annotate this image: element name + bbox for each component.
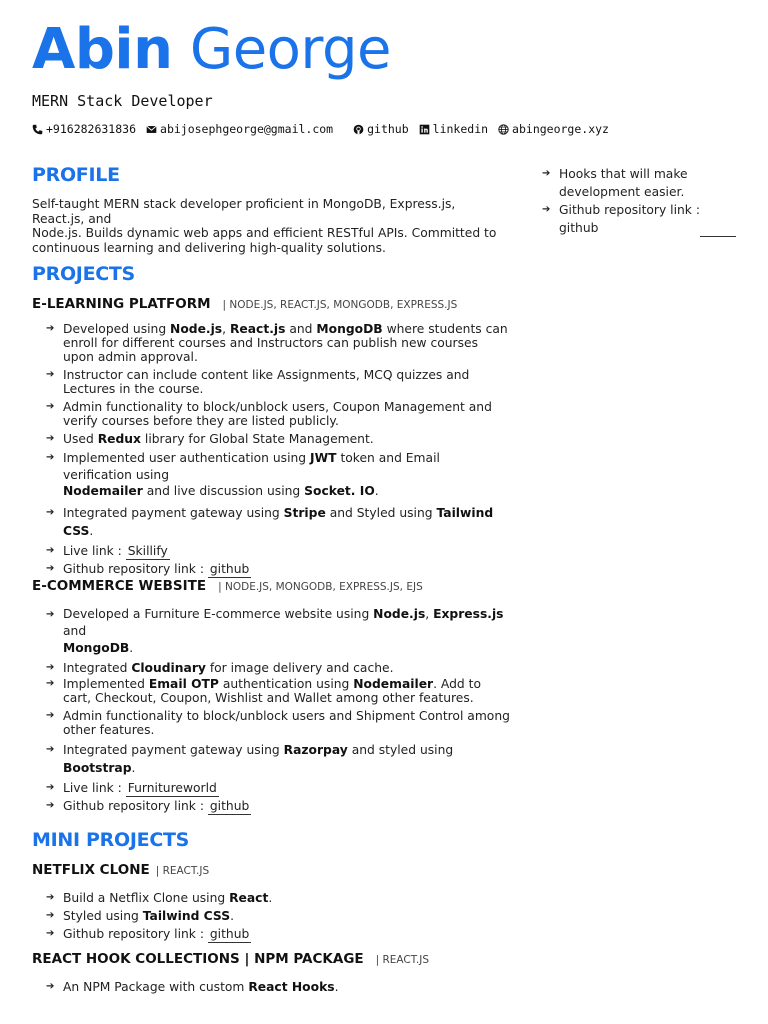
list-item: ➔ Build a Netflix Clone using React. [46,891,512,905]
github-repo-link[interactable]: github [559,221,599,235]
project-title-elearning [32,296,457,312]
mini-projects-heading: MINI PROJECTS [32,829,190,851]
contact-website[interactable] [498,122,609,136]
divider [700,236,736,237]
list-item: ➔ Styled using Tailwind CSS. [46,909,512,923]
contact-github[interactable] [353,122,409,136]
job-role: MERN Stack Developer [32,92,213,110]
project-title-ecommerce [32,578,423,594]
candidate-name [32,14,391,86]
project-title-hooks [32,951,429,967]
github-link: github [367,122,409,136]
list-item: ➔ Integrated Cloudinary for image delivery and cache. [46,661,512,675]
contact-bar [32,122,619,136]
github-repo-link[interactable]: github [209,561,250,576]
list-item: ➔ Live link : Furnitureworld [46,781,512,795]
list-item: ➔ Instructor can include content like Assignments, MCQ quizzes and Lectures in the course. [46,368,512,396]
list-item: ➔ Implemented Email OTP authentication using Nodemailer. Add to cart, Checkout, Coupon, Wishlist and Wallet among other features. [46,677,512,705]
email-address: abijosephgeorge@gmail.com [160,122,334,136]
hooks-bullets [46,980,512,998]
list-item: ➔ Admin functionality to block/unblock users and Shipment Control among other features. [46,709,512,737]
list-item: ➔ Integrated payment gateway using Stripe and Styled using Tailwind CSS. [46,504,512,540]
list-item: ➔ An NPM Package with custom React Hooks. [46,980,512,994]
profile-summary [32,197,512,255]
envelope-icon [146,124,157,135]
list-item: ➔ Github repository link : github [46,562,512,576]
netflix-bullets [46,891,512,945]
list-item: ➔ Github repository link : github [542,201,742,237]
globe-icon [498,124,509,135]
profile-line: React.js, and [32,211,112,226]
list-item: ➔ Developed using Node.js, React.js and MongoDB where students can enroll for different courses and Instructors can publish new courses upon admin approval. [46,322,512,364]
profile-line: Self-taught MERN stack developer proficient in MongoDB, Express.js, [32,197,456,211]
last-name: George [189,17,391,82]
project-tech: | NODE.JS, REACT.JS, MONGODB, EXPRESS.JS [222,299,458,311]
hooks-bullets-continued [542,165,742,237]
list-item: ➔ Developed a Furniture E-commerce website using Node.js, Express.js and MongoDB. [46,606,512,657]
project-tech: | REACT.JS [375,954,430,966]
github-icon [353,124,364,135]
project-name: E-COMMERCE WEBSITE [32,578,207,594]
project-name: REACT HOOK COLLECTIONS | NPM PACKAGE [32,951,364,967]
first-name: Abin [32,17,173,82]
list-item: ➔ Used Redux library for Global State Management. [46,432,512,446]
contact-linkedin[interactable] [419,122,488,136]
list-item: ➔ Implemented user authentication using JWT token and Email verification using Nodemailer and live discussion using Socket. IO. [46,450,512,500]
live-link[interactable]: Skillify [127,543,168,558]
contact-email[interactable] [146,122,333,136]
website-link: abingeorge.xyz [512,122,609,136]
github-repo-link[interactable]: github [209,799,250,813]
project-name: E-LEARNING PLATFORM [32,296,211,312]
list-item: ➔ Live link : Skillify [46,544,512,558]
ecommerce-bullets [46,606,512,817]
project-tech: | NODE.JS, MONGODB, EXPRESS.JS, EJS [218,581,423,593]
list-item: ➔ Hooks that will make development easier. [542,165,742,201]
phone-number: +916282631836 [46,122,137,136]
profile-heading: PROFILE [32,164,120,186]
list-item: ➔ Github repository link : github [46,927,512,941]
profile-line: Node.js. Builds dynamic web apps and efficient RESTful APIs. Committed to [32,226,497,240]
profile-line: continuous learning and delivering high-quality solutions. [32,240,386,255]
projects-heading: PROJECTS [32,263,135,285]
live-link[interactable]: Furnitureworld [127,781,217,795]
contact-phone[interactable] [32,122,136,136]
project-name: NETFLIX CLONE [32,862,150,878]
list-item: ➔ Integrated payment gateway using Razorpay and styled using Bootstrap. [46,741,512,777]
github-repo-link[interactable]: github [209,927,250,941]
project-title-netflix [32,862,209,878]
linkedin-icon [419,124,430,135]
linkedin-link: linkedin [432,122,489,136]
phone-icon [32,124,43,135]
list-item: ➔ Github repository link : github [46,799,512,813]
project-tech: | REACT.JS [155,865,210,877]
list-item: ➔ Admin functionality to block/unblock users, Coupon Management and verify courses before they are listed publicly. [46,400,512,428]
elearning-bullets [46,322,512,580]
